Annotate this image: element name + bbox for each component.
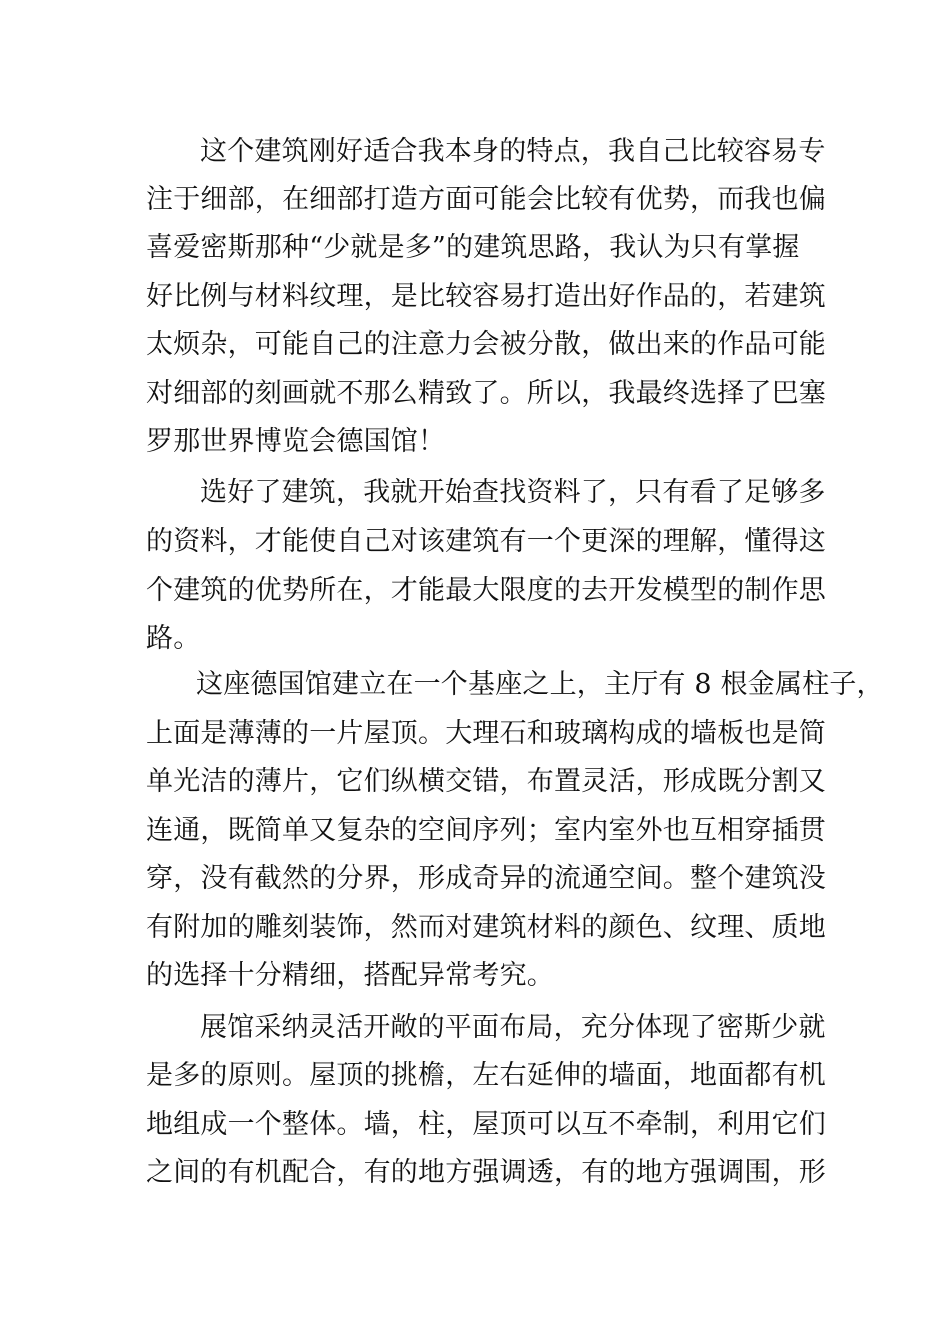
text-line: 选好了建筑，我就开始查找资料了，只有看了足够多 bbox=[200, 477, 826, 508]
text-line: 上面是薄薄的一片屋顶。大理石和玻璃构成的墙板也是简 bbox=[146, 718, 826, 749]
text-line: 之间的有机配合，有的地方强调透，有的地方强调围，形 bbox=[146, 1157, 826, 1188]
text-line: 注于细部，在细部打造方面可能会比较有优势，而我也偏 bbox=[146, 184, 826, 215]
text-line: 展馆采纳灵活开敞的平面布局，充分体现了密斯少就 bbox=[200, 1012, 826, 1043]
text-line: 喜爱密斯那种“少就是多”的建筑思路，我认为只有掌握 bbox=[146, 232, 800, 263]
text-line: 太烦杂，可能自己的注意力会被分散，做出来的作品可能 bbox=[146, 329, 826, 360]
text-line: 单光洁的薄片，它们纵横交错，布置灵活，形成既分割又 bbox=[146, 766, 826, 797]
text-line: 罗那世界博览会德国馆！ bbox=[146, 426, 446, 457]
text-line: 路。 bbox=[146, 623, 201, 654]
text-line: 的资料，才能使自己对该建筑有一个更深的理解，懂得这 bbox=[146, 526, 826, 557]
text-line: 穿，没有截然的分界，形成奇异的流通空间。整个建筑没 bbox=[146, 863, 826, 894]
text-line: 好比例与材料纹理，是比较容易打造出好作品的，若建筑 bbox=[146, 281, 826, 312]
text-line: 个建筑的优势所在，才能最大限度的去开发模型的制作思 bbox=[146, 575, 826, 606]
text-line: 对细部的刻画就不那么精致了。所以，我最终选择了巴塞 bbox=[146, 378, 826, 409]
text-line: 的选择十分精细，搭配异常考究。 bbox=[146, 960, 554, 991]
text-line: 这个建筑刚好适合我本身的特点，我自己比较容易专 bbox=[200, 136, 826, 167]
text-line: 这座德国馆建立在一个基座之上，主厅有 8 根金属柱子， bbox=[196, 669, 884, 700]
text-line: 地组成一个整体。墙，柱，屋顶可以互不牵制，利用它们 bbox=[146, 1109, 826, 1140]
text-line: 是多的原则。屋顶的挑檐，左右延伸的墙面，地面都有机 bbox=[146, 1060, 826, 1091]
text-line: 有附加的雕刻装饰，然而对建筑材料的颜色、纹理、质地 bbox=[146, 912, 826, 943]
text-line: 连通，既简单又复杂的空间序列；室内室外也互相穿插贯 bbox=[146, 815, 826, 846]
